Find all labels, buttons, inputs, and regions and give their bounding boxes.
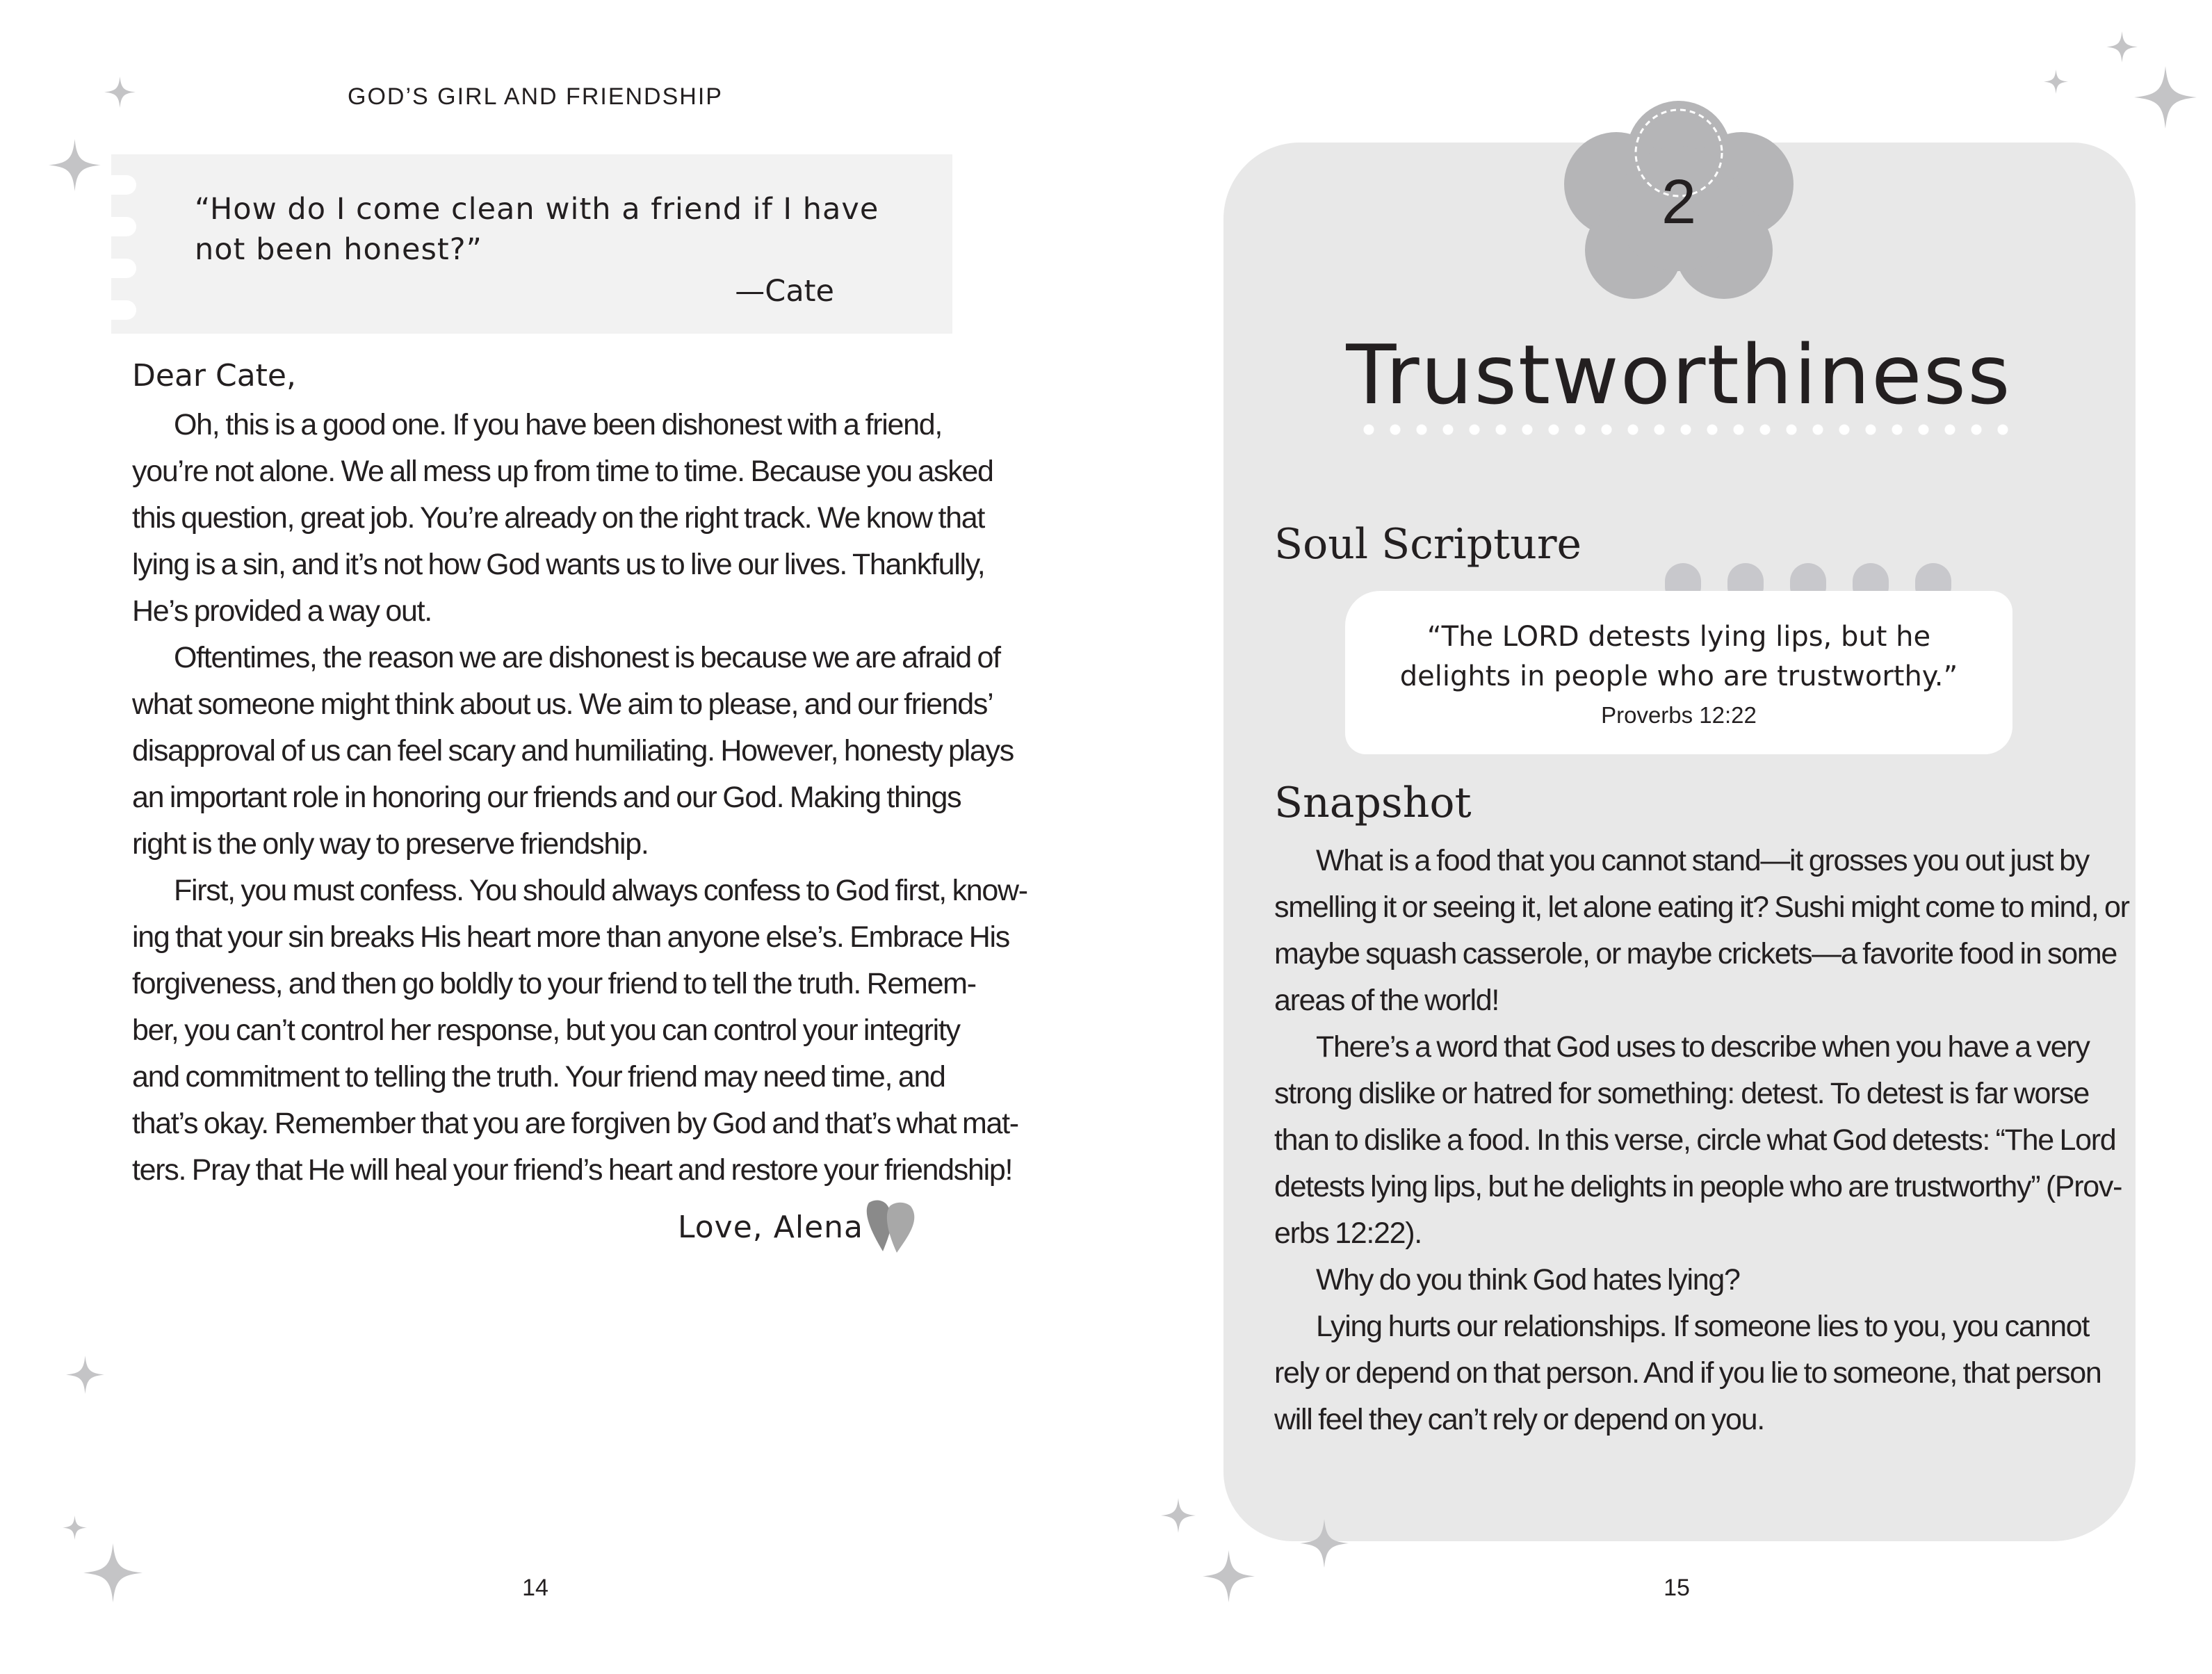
star-icon xyxy=(1203,1550,1255,1602)
paper-notch xyxy=(108,175,136,195)
star-icon xyxy=(63,1515,87,1540)
body-line: Lying hurts our relationships. If someone lies to you, you cannot xyxy=(1316,1310,2089,1343)
question-line: not been honest?” xyxy=(195,232,482,267)
body-line: that’s okay. Remember that you are forgiven by God and that’s what mat- xyxy=(132,1107,1018,1140)
scripture-card xyxy=(1345,591,2012,754)
star-icon xyxy=(104,76,136,108)
body-line: Oftentimes, the reason we are dishonest is because we are afraid of xyxy=(174,641,1000,674)
paper-notch xyxy=(108,300,136,320)
paper-notch xyxy=(108,217,136,236)
question-text xyxy=(195,189,879,270)
body-line: He’s provided a way out. xyxy=(132,594,432,628)
body-line: forgiveness, and then go boldly to your friend to tell the truth. Remem- xyxy=(132,967,976,1000)
scripture-reference: Proverbs 12:22 xyxy=(1601,702,1757,728)
body-line: right is the only way to preserve friendship. xyxy=(132,827,649,861)
star-icon xyxy=(2044,70,2068,94)
chapter-number: 2 xyxy=(1661,168,1697,237)
body-line: what someone might think about us. We aim to please, and our friends’ xyxy=(132,688,993,721)
star-icon xyxy=(2106,31,2138,63)
body-line: and commitment to telling the truth. Your friend may need time, and xyxy=(132,1060,945,1094)
star-icon xyxy=(1161,1498,1196,1533)
body-line: will feel they can’t rely or depend on you. xyxy=(1274,1403,1764,1436)
page-number-left: 14 xyxy=(522,1575,548,1601)
body-line: rely or depend on that person. And if you lie to someone, that person xyxy=(1274,1356,2101,1390)
snapshot-heading: Snapshot xyxy=(1274,779,1472,827)
star-icon xyxy=(49,139,101,191)
star-icon xyxy=(66,1356,104,1394)
body-line: areas of the world! xyxy=(1274,984,1499,1017)
body-line: What is a food that you cannot stand—it grosses you out just by xyxy=(1316,844,2089,877)
body-line: strong dislike or hatred for something: detest. To detest is far worse xyxy=(1274,1077,2089,1110)
scripture-verse xyxy=(1345,617,2012,697)
page-number-right: 15 xyxy=(1664,1575,1690,1601)
body-line: this question, great job. You’re already on the right track. We know that xyxy=(132,501,985,535)
body-line: an important role in honoring our friends and our God. Making things xyxy=(132,781,961,814)
paper-notch xyxy=(108,259,136,278)
star-icon xyxy=(1300,1519,1349,1568)
scripture-line: “The LORD detests lying lips, but he xyxy=(1426,621,1931,653)
body-line: maybe squash casserole, or maybe crickets—a favorite food in some xyxy=(1274,937,2117,970)
body-line: There’s a word that God uses to describe when you have a very xyxy=(1316,1030,2090,1064)
salutation: Dear Cate, xyxy=(132,358,296,393)
running-head: GOD’S GIRL AND FRIENDSHIP xyxy=(348,83,723,110)
body-line: detests lying lips, but he delights in people who are trustworthy” (Prov- xyxy=(1274,1170,2122,1203)
heart-icon xyxy=(862,1196,925,1258)
signoff: Love, Alena xyxy=(678,1210,863,1245)
question-line: “How do I come clean with a friend if I have xyxy=(195,192,879,227)
body-line: than to dislike a food. In this verse, circle what God detests: “The Lord xyxy=(1274,1123,2116,1157)
star-icon xyxy=(83,1543,143,1602)
letter-body xyxy=(132,402,1027,1194)
dotted-divider xyxy=(1356,424,2009,435)
body-line: Why do you think God hates lying? xyxy=(1316,1263,1740,1297)
body-line: ber, you can’t control her response, but you can control your integrity xyxy=(132,1014,960,1047)
soul-scripture-heading: Soul Scripture xyxy=(1274,520,1582,569)
snapshot-body xyxy=(1274,838,2129,1443)
body-line: erbs 12:22). xyxy=(1274,1217,1422,1250)
body-line: smelling it or seeing it, let alone eating it? Sushi might come to mind, or xyxy=(1274,891,2129,924)
reader-question-box xyxy=(111,154,952,334)
chapter-title: Trustworthiness xyxy=(1346,327,2012,423)
body-line: Oh, this is a good one. If you have been dishonest with a friend, xyxy=(174,408,942,441)
star-icon xyxy=(2134,66,2197,129)
body-line: you’re not alone. We all mess up from time to time. Because you asked xyxy=(132,455,993,488)
body-line: First, you must confess. You should always confess to God first, know- xyxy=(174,874,1027,907)
body-line: lying is a sin, and it’s not how God wants us to live our lives. Thankfully, xyxy=(132,548,985,581)
question-attribution: —Cate xyxy=(735,274,834,309)
body-line: ing that your sin breaks His heart more than anyone else’s. Embrace His xyxy=(132,920,1009,954)
scripture-line: delights in people who are trustworthy.” xyxy=(1399,660,1958,692)
body-line: disapproval of us can feel scary and humiliating. However, honesty plays xyxy=(132,734,1014,767)
body-line: ters. Pray that He will heal your friend’s heart and restore your friendship! xyxy=(132,1153,1013,1187)
